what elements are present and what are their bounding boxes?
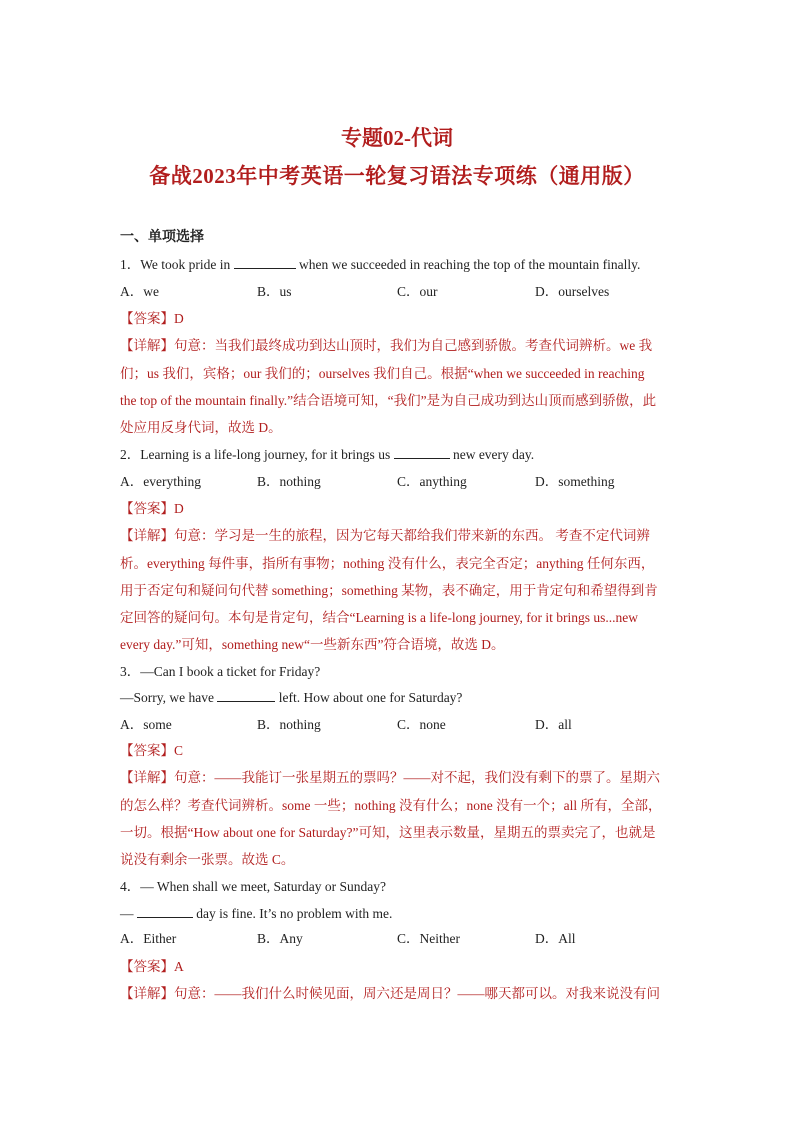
option-a: A．we: [120, 284, 159, 299]
question-text-post: day is fine. It’s no problem with me.: [196, 906, 393, 921]
option-c: C．anything: [397, 474, 467, 489]
question-1-stem: [120, 256, 680, 274]
detail-line: 处应用反身代词，故选 D。: [120, 420, 282, 435]
detail-line: 用于否定句和疑问句代替 something；something 某物，表不确定，用于肯定句和希望得到肯: [120, 583, 658, 598]
question-text-pre: Learning is a life-long journey, for it brings us: [140, 447, 391, 462]
detail-line: every day.”可知，something new“一些新东西”符合语境，故选 D。: [120, 637, 505, 652]
page-title: 专题02-代词: [341, 126, 453, 150]
option-d: D．all: [535, 717, 572, 732]
question-text-post: left. How about one for Saturday?: [278, 690, 463, 705]
option-c: C．our: [397, 284, 438, 299]
dialogue-line: —Can I book a ticket for Friday?: [140, 664, 321, 679]
answer-value: D: [174, 501, 184, 516]
answer-blank: [234, 256, 296, 269]
detail-line: 定回答的疑问句。本句是肯定句，结合“Learning is a life-long journey, for it brings us...new: [120, 610, 639, 625]
detail-text: 句意：当我们最终成功到达山顶时，我们为自己感到骄傲。考查代词辨析。we 我: [174, 338, 653, 353]
option-d: D．All: [535, 931, 576, 946]
question-text-pre: —: [120, 906, 134, 921]
detail-line: 说没有剩余一张票。故选 C。: [120, 852, 295, 867]
detail-line: 们；us 我们，宾格；our 我们的；ourselves 我们自己。根据“when we succeeded in reaching: [120, 366, 645, 381]
detail-line: 一切。根据“How about one for Saturday?”可知，这里表示数量，星期五的票卖完了，也就是: [120, 825, 656, 840]
detail-line: the top of the mountain finally.”结合语境可知，“我们”是为自己成功到达山顶而感到骄傲，此: [120, 393, 657, 408]
question-4-dialogue: [120, 905, 680, 923]
answer-tag: 【答案】: [120, 743, 174, 758]
answer-tag: 【答案】: [120, 311, 174, 326]
question-text-post: new every day.: [452, 447, 535, 462]
detail-line: 析。everything 每件事，指所有事物；nothing 没有什么，表完全否定；anything 任何东西，: [120, 556, 655, 571]
option-a: A．everything: [120, 474, 201, 489]
question-text-pre: We took pride in: [140, 257, 231, 272]
page-subtitle: 备战2023年中考英语一轮复习语法专项练（通用版）: [149, 164, 645, 188]
option-d: D．ourselves: [535, 284, 610, 299]
detail-tag: 【详解】: [120, 338, 174, 353]
question-number: 4．: [120, 879, 141, 894]
detail-text: 句意：——我们什么时候见面，周六还是周日？——哪天都可以。对我来说没有问: [174, 986, 660, 1001]
answer-blank: [394, 446, 450, 459]
dialogue-line: — When shall we meet, Saturday or Sunday?: [140, 879, 386, 894]
option-b: B．Any: [257, 931, 303, 946]
detail-line: 的怎么样？考查代词辨析。some 一些；nothing 没有什么；none 没有一个；all 所有，全部，: [120, 798, 662, 813]
detail-line: [120, 985, 680, 1003]
answer-blank: [137, 905, 193, 918]
section-heading: 一、单项选择: [120, 230, 204, 245]
detail-tag: 【详解】: [120, 770, 174, 785]
option-a: A．some: [120, 717, 172, 732]
answer-tag: 【答案】: [120, 501, 174, 516]
question-text-post: when we succeeded in reaching the top of the mountain finally.: [299, 257, 641, 272]
answer-value: A: [174, 959, 184, 974]
question-2-answer: [120, 500, 680, 518]
option-c: C．Neither: [397, 931, 460, 946]
detail-text: 句意：学习是一生的旅程，因为它每天都给我们带来新的东西。 考查不定代词辨: [174, 528, 650, 543]
question-1-answer: [120, 310, 680, 328]
detail-tag: 【详解】: [120, 986, 174, 1001]
option-c: C．none: [397, 717, 446, 732]
option-b: B．nothing: [257, 474, 321, 489]
detail-tag: 【详解】: [120, 528, 174, 543]
detail-line: [120, 769, 680, 787]
answer-blank: [217, 689, 275, 702]
answer-value: C: [174, 743, 184, 758]
option-d: D．something: [535, 474, 615, 489]
detail-line: [120, 337, 680, 355]
detail-text: 句意：——我能订一张星期五的票吗？——对不起，我们没有剩下的票了。星期六: [174, 770, 660, 785]
option-b: B．nothing: [257, 717, 321, 732]
option-a: A．Either: [120, 931, 177, 946]
question-number: 3．: [120, 664, 141, 679]
detail-line: [120, 527, 680, 545]
question-number: 1．: [120, 257, 141, 272]
question-number: 2．: [120, 447, 141, 462]
answer-tag: 【答案】: [120, 959, 174, 974]
question-3-dialogue: [120, 689, 680, 707]
question-3-answer: [120, 742, 680, 760]
answer-value: D: [174, 311, 184, 326]
question-text-pre: —Sorry, we have: [120, 690, 214, 705]
option-b: B．us: [257, 284, 292, 299]
question-2-stem: [120, 446, 680, 464]
question-4-answer: [120, 958, 680, 976]
question-4-stem: [120, 878, 680, 896]
question-3-stem: [120, 663, 680, 681]
